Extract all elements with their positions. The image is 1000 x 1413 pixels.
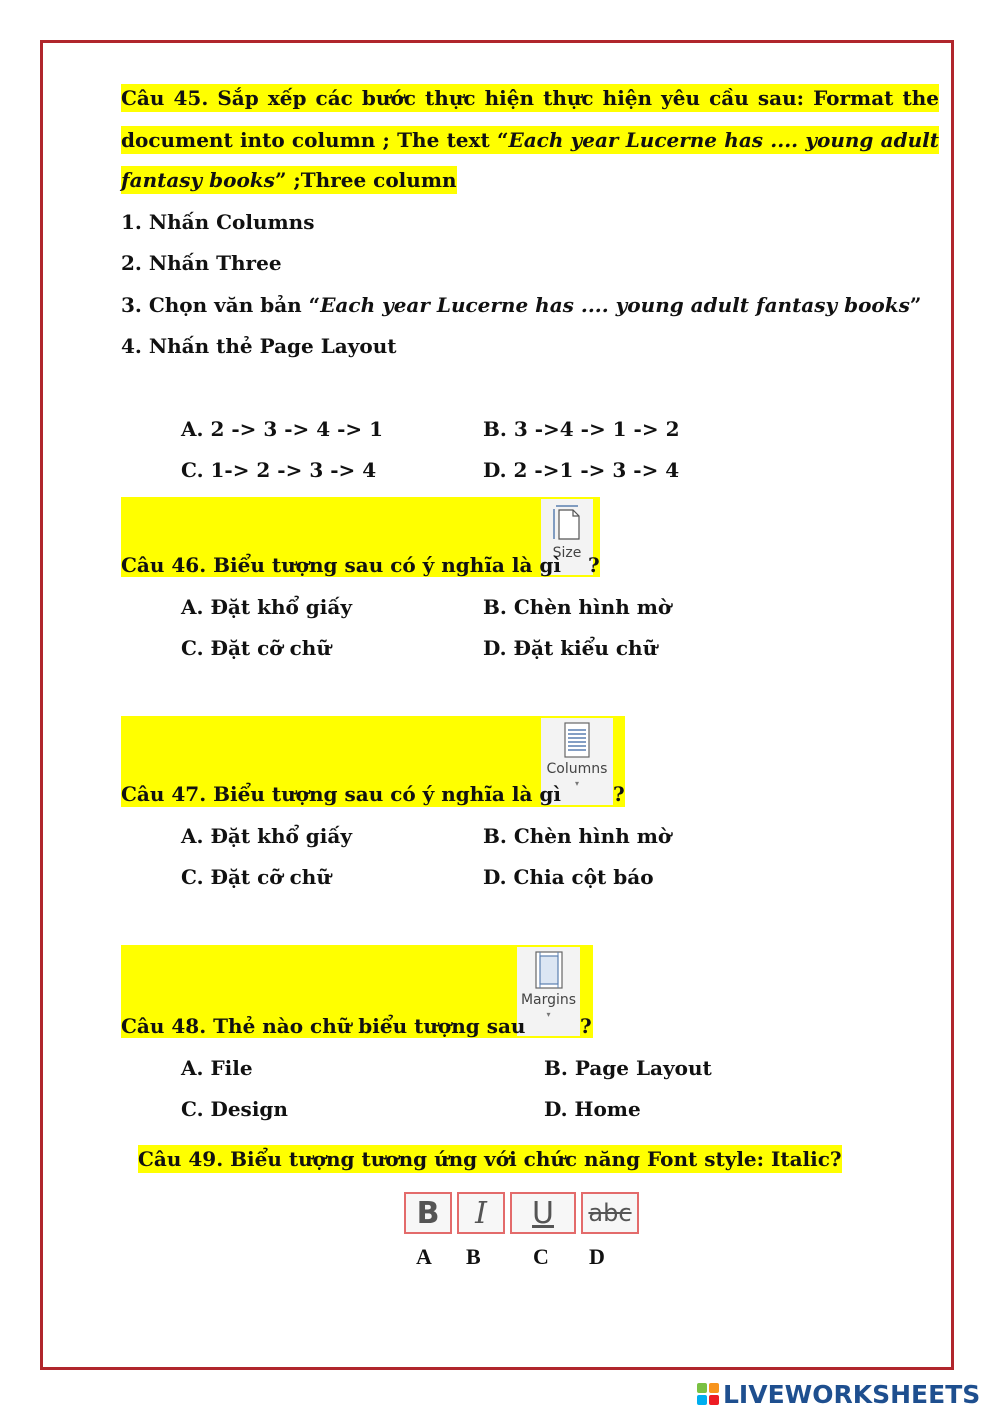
q48-option-c[interactable]: C. Design — [181, 1097, 288, 1121]
q45-option-d[interactable]: D. 2 ->1 -> 3 -> 4 — [483, 458, 680, 482]
q48-option-d[interactable]: D. Home — [544, 1097, 641, 1121]
q49-label-a: A — [416, 1244, 432, 1269]
page-size-icon — [550, 503, 584, 543]
q46-option-b[interactable]: B. Chèn hình mờ — [483, 595, 672, 619]
q48-question-mark: ? — [580, 1014, 592, 1038]
q46-option-a[interactable]: A. Đặt khổ giấy — [181, 595, 352, 619]
q45-option-c[interactable]: C. 1-> 2 -> 3 -> 4 — [181, 458, 377, 482]
q47-option-a[interactable]: A. Đặt khổ giấy — [181, 824, 352, 848]
q45-option-b[interactable]: B. 3 ->4 -> 1 -> 2 — [483, 417, 680, 441]
italic-icon[interactable]: I — [457, 1192, 505, 1234]
q47-question-mark: ? — [613, 782, 625, 806]
q48-question: Câu 48. Thẻ nào chữ biểu tượng sau — [121, 1014, 526, 1038]
q48-icon-label: Margins — [520, 992, 577, 1008]
logo-mark-icon — [697, 1383, 719, 1405]
strikethrough-icon[interactable]: abc — [581, 1192, 639, 1234]
chevron-down-icon: ▾ — [574, 779, 579, 788]
liveworksheets-logo[interactable] — [697, 1378, 980, 1410]
q47-option-b[interactable]: B. Chèn hình mờ — [483, 824, 672, 848]
q49-question: Câu 49. Biểu tượng tương ứng với chức năng Font style: Italic? — [138, 1147, 842, 1171]
q48-option-a[interactable]: A. File — [181, 1056, 253, 1080]
q45-option-a[interactable]: A. 2 -> 3 -> 4 -> 1 — [181, 417, 384, 441]
q49-label-c: C — [533, 1244, 549, 1269]
q46-icon-label: Size — [552, 545, 582, 561]
q46-question-mark: ? — [588, 553, 600, 577]
underline-icon[interactable]: U — [510, 1192, 576, 1234]
q46-option-d[interactable]: D. Đặt kiểu chữ — [483, 636, 658, 660]
q45-line2: document into column ; The text “Each year Lucerne has .... young adult — [121, 128, 939, 152]
q49-label-b: B — [466, 1244, 481, 1269]
q46-option-c[interactable]: C. Đặt cỡ chữ — [181, 636, 331, 660]
chevron-down-icon: ▾ — [546, 1010, 551, 1019]
q46-question: Câu 46. Biểu tượng sau có ý nghĩa là gì — [121, 553, 561, 577]
q48-option-b[interactable]: B. Page Layout — [544, 1056, 712, 1080]
q47-option-c[interactable]: C. Đặt cỡ chữ — [181, 865, 331, 889]
margins-icon — [532, 950, 566, 990]
q48-margins-icon-tile — [517, 947, 580, 1036]
q45-step2: 2. Nhấn Three — [121, 251, 282, 275]
q45-line1: Câu 45. Sắp xếp các bước thực hiện thực hiện yêu cầu sau: Format the — [121, 86, 939, 110]
bold-icon[interactable]: B — [404, 1192, 452, 1234]
q47-icon-label: Columns — [546, 761, 608, 777]
q45-step4: 4. Nhấn thẻ Page Layout — [121, 334, 397, 358]
q45-step3: 3. Chọn văn bản “Each year Lucerne has .... young adult fantasy books” — [121, 293, 922, 317]
q47-option-d[interactable]: D. Chia cột báo — [483, 865, 654, 889]
brand-name: LIVEWORKSHEETS — [723, 1379, 981, 1409]
q45-line3: fantasy books” ;Three column — [121, 168, 457, 192]
q47-question: Câu 47. Biểu tượng sau có ý nghĩa là gì — [121, 782, 561, 806]
q49-label-d: D — [589, 1244, 605, 1269]
q45-step1: 1. Nhấn Columns — [121, 210, 315, 234]
columns-icon — [560, 721, 594, 759]
